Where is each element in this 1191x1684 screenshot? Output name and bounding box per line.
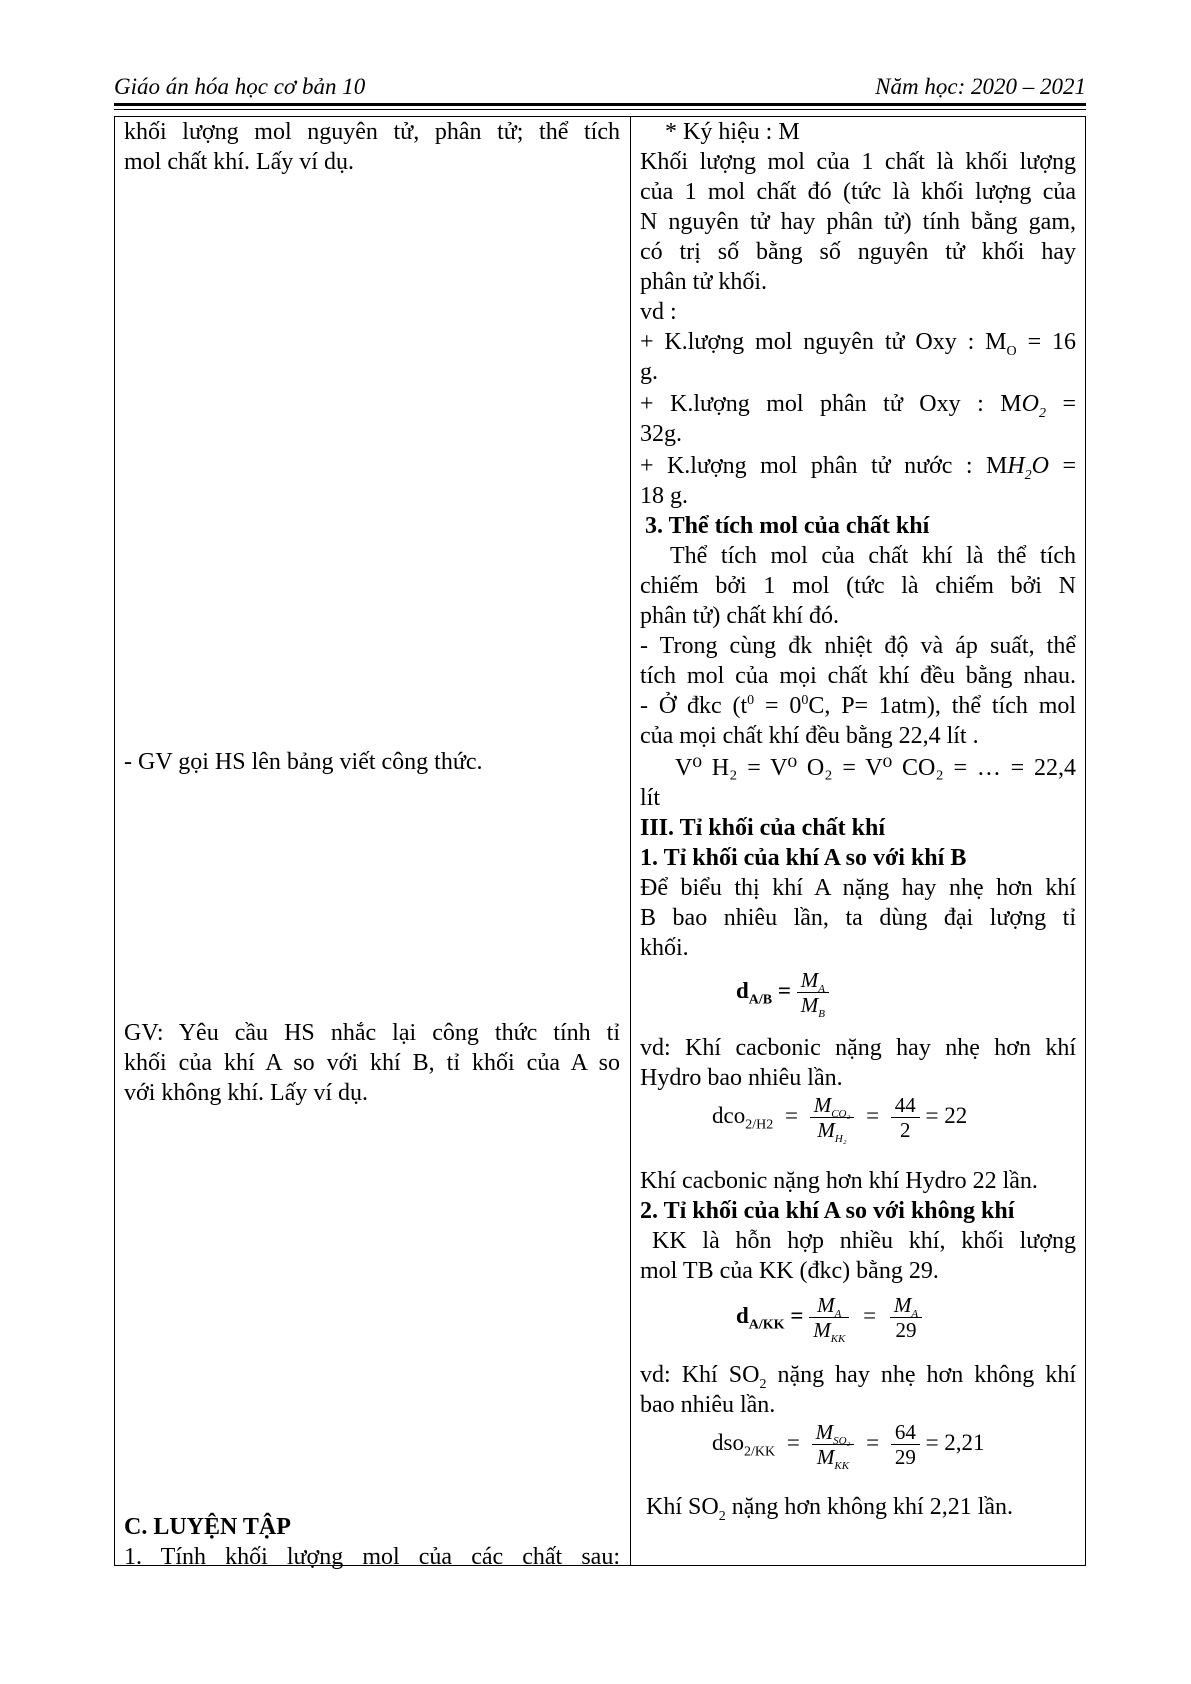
left-text-line: mol chất khí. Lấy ví dụ. — [124, 149, 354, 175]
header-rule-thin — [114, 109, 1086, 110]
definition-line: của 1 mol chất đó (tức là khối lượng của — [640, 179, 1076, 205]
example-label: vd : — [640, 299, 677, 325]
left-text-line: khối lượng mol nguyên tử, phân tử; thể tích — [124, 119, 620, 145]
relative-density-line: B bao nhiêu lần, ta dùng đại lượng tỉ — [640, 905, 1076, 931]
header-rule-thick — [114, 103, 1086, 106]
fraction: $\frac{M_{SO_2}}{M_{KK}}$ — [812, 1420, 855, 1469]
example-result: Khí cacbonic nặng hơn khí Hydro 22 lần. — [640, 1168, 1038, 1194]
fraction: $\frac{44}{2}$ — [891, 1093, 920, 1142]
section-heading: C. LUYỆN TẬP — [124, 1514, 291, 1540]
example-oxygen-atom: + K.lượng mol nguyên tử Oxy : $M_O = 16$ — [640, 329, 1076, 359]
stp-line: - Ở đkc ($t^0 = 0^0C$, P= 1atm), thể tích mol — [640, 693, 1077, 719]
teacher-activity-line: GV: Yêu cầu HS nhắc lại công thức tính tỉ — [124, 1020, 620, 1046]
relative-density-line: Để biểu thị khí A nặng hay nhẹ hơn khí — [640, 875, 1076, 901]
air-definition-line: KK là hỗn hợp nhiều khí, khối lượng — [652, 1228, 1076, 1254]
teacher-activity-line: khối của khí A so với khí B, tỉ khối của A so — [124, 1050, 620, 1076]
section-heading: III. Tỉ khối của chất khí — [640, 815, 885, 841]
example-result: Khí $SO_2$ nặng hơn không khí 2,21 lần. — [646, 1494, 1014, 1524]
fraction: $\frac{M_A}{M_B}$ — [797, 968, 829, 1017]
fraction: $\frac{M_{CO_2}}{M_{H_2}}$ — [810, 1093, 855, 1142]
subsection-heading: 3. Thể tích mol của chất khí — [645, 513, 930, 539]
definition-line: Khối lượng mol của 1 chất là khối lượng — [640, 149, 1076, 175]
fraction: $\frac{M_A}{M_{KK}}$ — [809, 1293, 849, 1342]
stp-line: của mọi chất khí đều bằng 22,4 lít . — [640, 723, 979, 749]
formula-density-a-air: $d_{A/KK}$ = $\frac{M_A}{M_{KK}}$ = $\frac{M_A}{29}$ — [736, 1293, 922, 1342]
volume-definition-line: Thể tích mol của chất khí là thể tích — [670, 543, 1076, 569]
formula-co2-h2: dco$_{2/H2}$ = $\frac{M_{CO_2}}{M_{H_2}}$ = $\frac{44}{2}$ = 22 — [712, 1093, 968, 1146]
example-unit: 32g. — [640, 421, 682, 447]
exercise-text: 1. Tính khối lượng mol của các chất sau: — [124, 1544, 620, 1570]
subsection-heading: 1. Tỉ khối của khí A so với khí B — [640, 845, 967, 871]
definition-line: phân tử khối. — [640, 269, 767, 295]
fraction: $\frac{M_A}{29}$ — [890, 1293, 922, 1342]
page-header — [114, 70, 1086, 104]
table-column-divider — [630, 116, 631, 1566]
symbol-line: * Ký hiệu : M — [665, 119, 800, 145]
example-unit: g. — [640, 359, 658, 385]
header-school-year: Năm học: 2020 – 2021 — [875, 74, 1086, 99]
definition-line: N nguyên tử hay phân tử) tính bằng gam, — [640, 209, 1076, 235]
teacher-activity: - GV gọi HS lên bảng viết công thức. — [124, 749, 483, 775]
volume-unit: lít — [640, 785, 661, 811]
volume-definition-line: phân tử) chất khí đó. — [640, 603, 839, 629]
formula-density-a-b: $d_{A/B}$ = $\frac{M_A}{M_B}$ — [736, 968, 829, 1017]
definition-line: có trị số bằng số nguyên tử khối hay — [640, 239, 1076, 265]
condition-line: tích mol của mọi chất khí đều bằng nhau. — [640, 663, 1076, 689]
teacher-activity-line: với không khí. Lấy ví dụ. — [124, 1080, 369, 1106]
molar-volume-equation: V⁰ H₂ = V⁰ O₂ = V⁰ CO₂ = … = 22,4 — [675, 755, 1076, 781]
example-water-molecule: + K.lượng mol phân tử nước : $MH_2O$ = — [640, 453, 1076, 483]
example-line: vd: Khí $SO_2$ nặng hay nhẹ hơn không khí — [640, 1362, 1076, 1392]
fraction: $\frac{64}{29}$ — [891, 1420, 920, 1469]
relative-density-line: khối. — [640, 935, 689, 961]
example-oxygen-molecule: + K.lượng mol phân tử Oxy : $MO_2$ = — [640, 391, 1076, 421]
example-line: Hydro bao nhiêu lần. — [640, 1065, 843, 1091]
air-definition-line: mol TB của KK (đkc) bằng 29. — [640, 1258, 939, 1284]
example-line: bao nhiêu lần. — [640, 1392, 776, 1418]
subsection-heading: 2. Tỉ khối của khí A so với không khí — [640, 1198, 1015, 1224]
header-course-title: Giáo án hóa học cơ bản 10 — [114, 74, 366, 99]
example-unit: 18 g. — [640, 483, 688, 509]
volume-definition-line: chiếm bởi 1 mol (tức là chiếm bởi N — [640, 573, 1076, 599]
example-line: vd: Khí cacbonic nặng hay nhẹ hơn khí — [640, 1035, 1076, 1061]
formula-so2-air: dso$_{2/KK}$ = $\frac{M_{SO_2}}{M_{KK}}$ = $\frac{64}{29}$ = 2,21 — [712, 1420, 985, 1473]
condition-line: - Trong cùng đk nhiệt độ và áp suất, thể — [640, 633, 1076, 659]
